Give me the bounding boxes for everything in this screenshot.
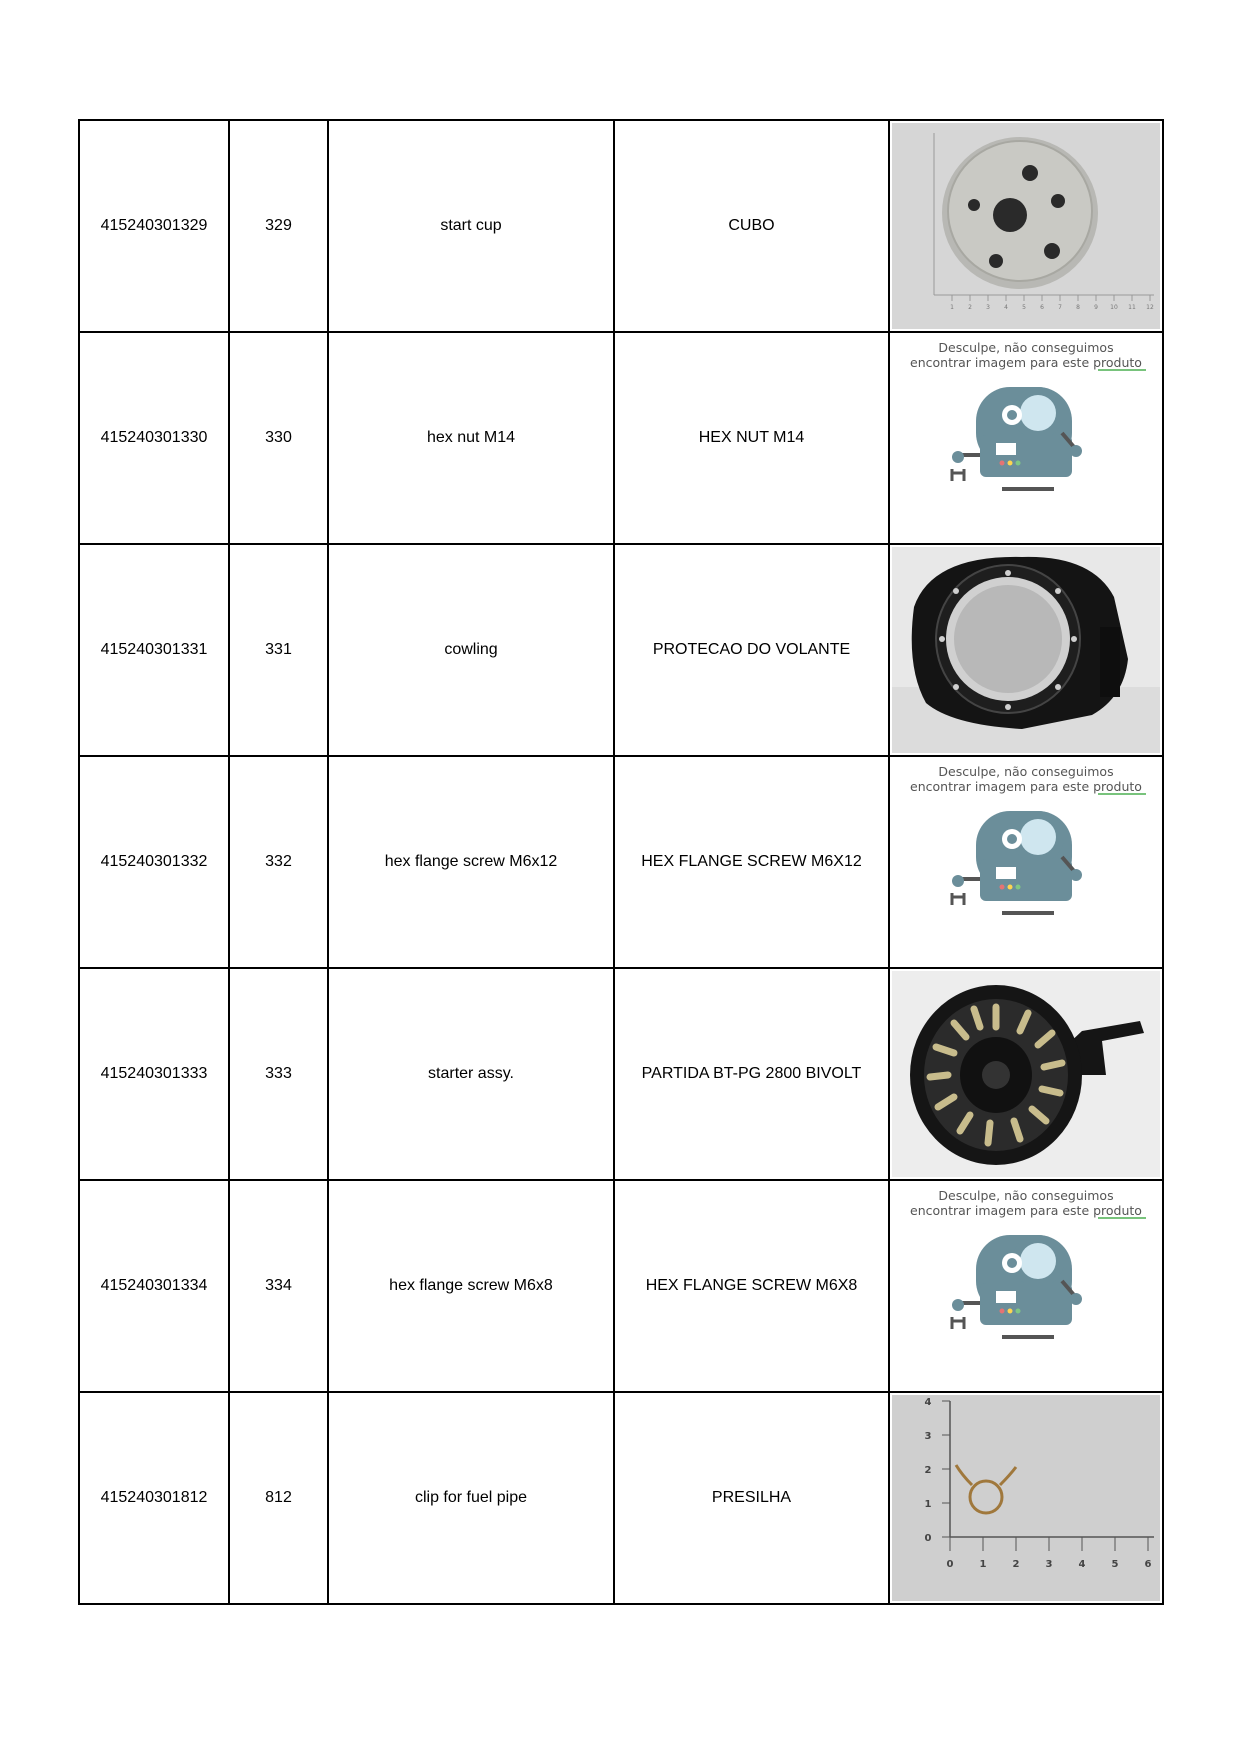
table-row <box>79 756 1163 968</box>
item-number: 334 <box>229 1180 328 1392</box>
description-pt: PRESILHA <box>614 1392 889 1604</box>
ruler-x-label: 0 <box>946 1559 954 1570</box>
table-row <box>79 544 1163 756</box>
placeholder-line1: Desculpe, não conseguimos <box>938 1188 1114 1203</box>
ruler-label: 7 <box>1058 304 1062 311</box>
part-code: 415240301334 <box>79 1180 229 1392</box>
ruler-label: 5 <box>1022 304 1026 311</box>
product-image-cell <box>889 544 1163 756</box>
ruler-x-label: 6 <box>1144 1559 1152 1570</box>
product-image-cell <box>889 1180 1163 1392</box>
cowling-photo <box>892 547 1160 753</box>
ruler-label: 4 <box>1004 304 1008 311</box>
table-row <box>79 968 1163 1180</box>
ruler-label: 12 <box>1146 304 1154 311</box>
description-pt: PROTECAO DO VOLANTE <box>614 544 889 756</box>
ruler-label: 8 <box>1076 304 1080 311</box>
description-en: hex flange screw M6x8 <box>328 1180 614 1392</box>
part-code: 415240301329 <box>79 120 229 332</box>
no-image-placeholder <box>892 1183 1160 1389</box>
placeholder-line2: encontrar imagem para este produto <box>910 779 1142 794</box>
ruler-x-label: 2 <box>1012 1559 1020 1570</box>
table-row <box>79 332 1163 544</box>
description-en: hex nut M14 <box>328 332 614 544</box>
table-row <box>79 120 1163 332</box>
placeholder-line2: encontrar imagem para este produto <box>910 1203 1142 1218</box>
table-row <box>79 1180 1163 1392</box>
description-en: hex flange screw M6x12 <box>328 756 614 968</box>
ruler-label: 2 <box>968 304 972 311</box>
placeholder-line1: Desculpe, não conseguimos <box>938 764 1114 779</box>
ruler-x-label: 3 <box>1045 1559 1053 1570</box>
clip-photo <box>892 1395 1160 1601</box>
description-pt: HEX FLANGE SCREW M6X8 <box>614 1180 889 1392</box>
starter-assy-photo <box>892 971 1160 1177</box>
ruler-label: 9 <box>1094 304 1098 311</box>
no-image-placeholder <box>892 335 1160 541</box>
item-number: 329 <box>229 120 328 332</box>
description-en: starter assy. <box>328 968 614 1180</box>
ruler-label: 10 <box>1110 304 1118 311</box>
description-pt: HEX NUT M14 <box>614 332 889 544</box>
part-code: 415240301333 <box>79 968 229 1180</box>
item-number: 333 <box>229 968 328 1180</box>
ruler-y-label: 3 <box>924 1431 932 1442</box>
description-en: clip for fuel pipe <box>328 1392 614 1604</box>
placeholder-line2: encontrar imagem para este produto <box>910 355 1142 370</box>
description-en: start cup <box>328 120 614 332</box>
ruler-label: 6 <box>1040 304 1044 311</box>
description-pt: PARTIDA BT-PG 2800 BIVOLT <box>614 968 889 1180</box>
placeholder-line1: Desculpe, não conseguimos <box>938 340 1114 355</box>
description-en: cowling <box>328 544 614 756</box>
ruler-label: 11 <box>1128 304 1136 311</box>
item-number: 812 <box>229 1392 328 1604</box>
item-number: 332 <box>229 756 328 968</box>
ruler-x-label: 5 <box>1111 1559 1119 1570</box>
product-image-cell <box>889 1392 1163 1604</box>
ruler-y-label: 0 <box>924 1533 932 1544</box>
ruler-x-label: 4 <box>1078 1559 1086 1570</box>
table-row <box>79 1392 1163 1604</box>
product-image-cell <box>889 120 1163 332</box>
part-code: 415240301331 <box>79 544 229 756</box>
ruler-x-label: 1 <box>979 1559 987 1570</box>
part-code: 415240301812 <box>79 1392 229 1604</box>
ruler-y-label: 1 <box>924 1499 932 1510</box>
item-number: 331 <box>229 544 328 756</box>
product-image-cell <box>889 332 1163 544</box>
part-code: 415240301330 <box>79 332 229 544</box>
item-number: 330 <box>229 332 328 544</box>
part-code: 415240301332 <box>79 756 229 968</box>
ruler-y-label: 4 <box>924 1397 932 1408</box>
parts-table <box>78 119 1164 1605</box>
ruler-label: 3 <box>986 304 990 311</box>
ruler-label: 1 <box>950 304 954 311</box>
ruler-y-label: 2 <box>924 1465 932 1476</box>
no-image-placeholder <box>892 759 1160 965</box>
product-image-cell <box>889 756 1163 968</box>
product-image-cell <box>889 968 1163 1180</box>
description-pt: CUBO <box>614 120 889 332</box>
start-cup-photo <box>892 123 1160 329</box>
description-pt: HEX FLANGE SCREW M6X12 <box>614 756 889 968</box>
